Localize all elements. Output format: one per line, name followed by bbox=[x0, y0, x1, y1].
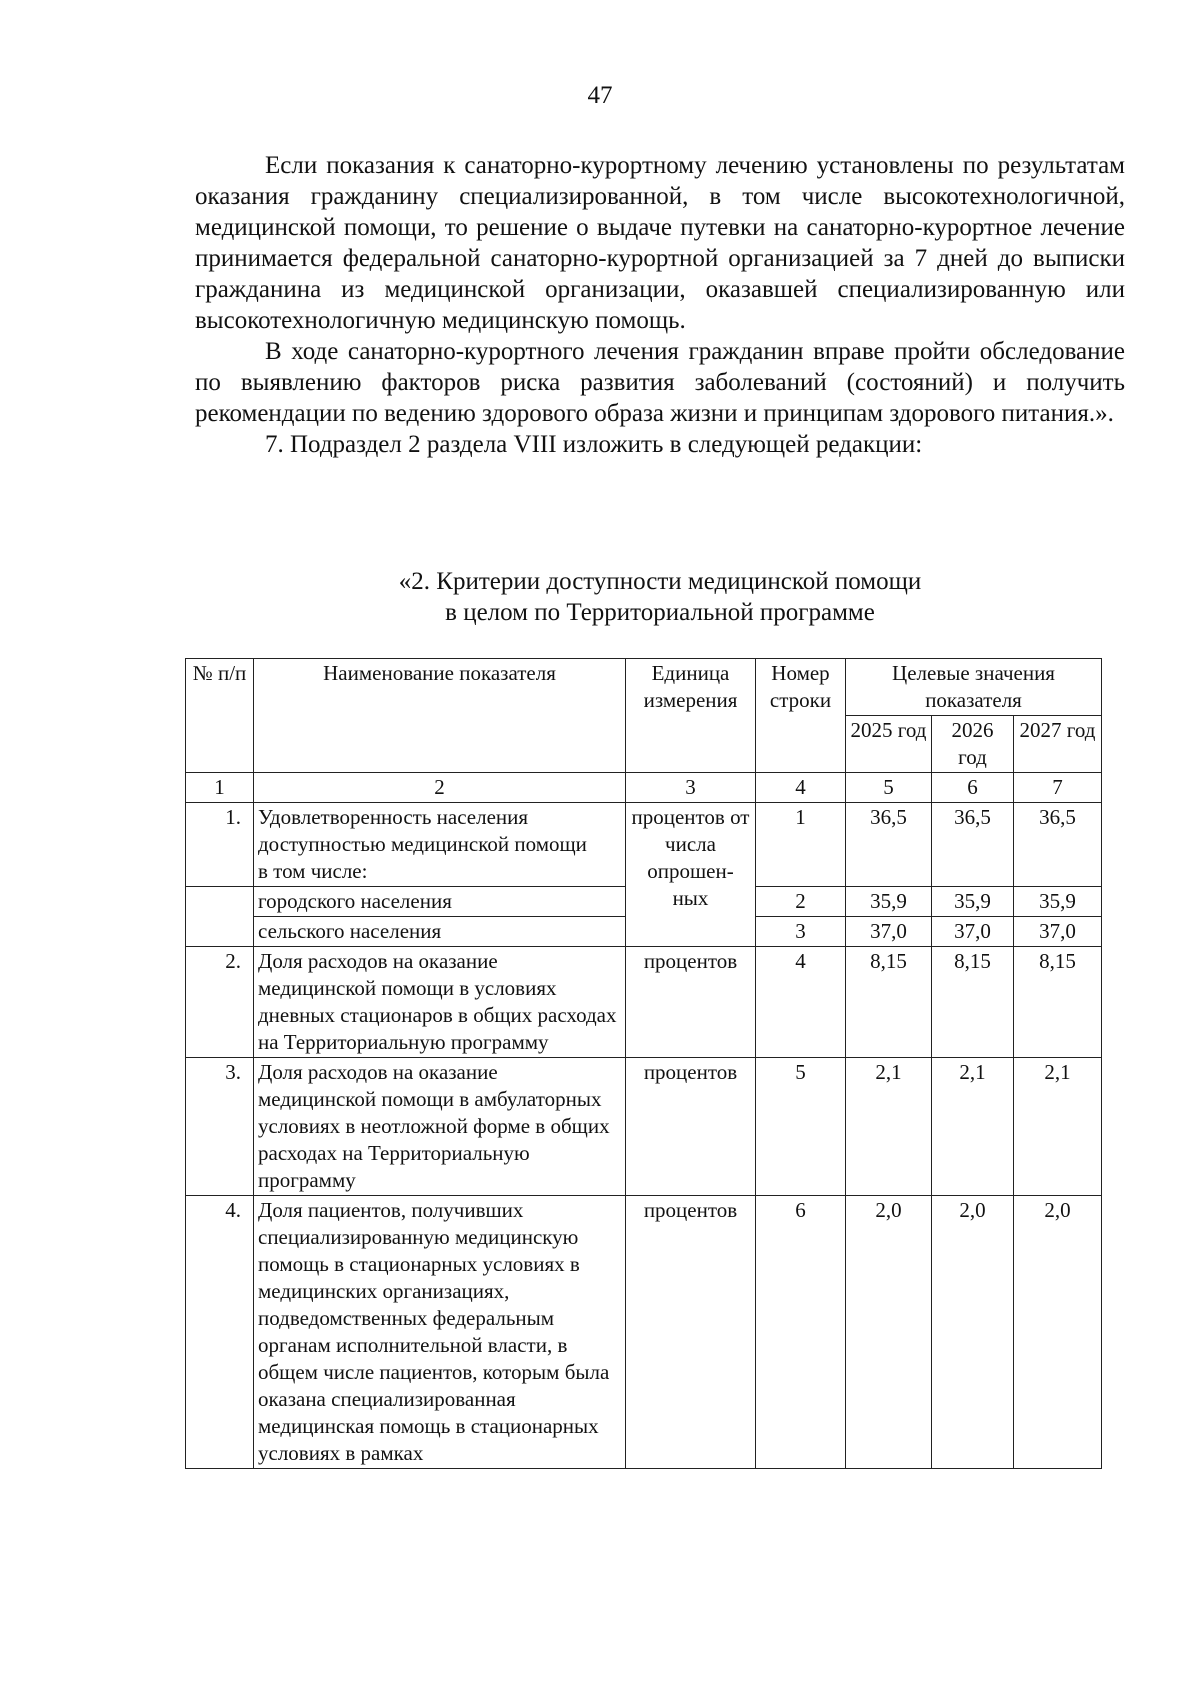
value-2026: 35,9 bbox=[932, 887, 1014, 917]
value-2027: 2,1 bbox=[1014, 1058, 1102, 1196]
row-number: 6 bbox=[756, 1196, 846, 1469]
paragraph-3: 7. Подраздел 2 раздела VIII изложить в следующей редакции: bbox=[265, 431, 923, 458]
row-num-empty bbox=[186, 887, 254, 917]
table-title-line-1: «2. Критерии доступности медицинской помощи bbox=[398, 568, 922, 595]
header-num: № п/п bbox=[186, 659, 254, 773]
row-num: 3. bbox=[186, 1058, 254, 1196]
row-num: 2. bbox=[186, 947, 254, 1058]
value-2027: 36,5 bbox=[1014, 803, 1102, 887]
row-num: 4. bbox=[186, 1196, 254, 1469]
table-row bbox=[186, 1196, 1102, 1469]
header-name: Наименование показателя bbox=[254, 659, 626, 773]
row-name: Доля расходов на оказание медицинской помощи в условиях дневных стационаров в общих расходах на Территориальную программу bbox=[254, 947, 626, 1058]
row-unit: процентов bbox=[626, 947, 756, 1058]
header-2027: 2027 год bbox=[1014, 716, 1102, 773]
row-unit: процентов bbox=[626, 1058, 756, 1196]
table-title-line-2: в целом по Территориальной программе bbox=[445, 599, 875, 626]
value-2025: 2,1 bbox=[846, 1058, 932, 1196]
column-numbers-row bbox=[186, 773, 1102, 803]
value-2025: 36,5 bbox=[846, 803, 932, 887]
value-2026: 8,15 bbox=[932, 947, 1014, 1058]
row-name: Доля расходов на оказание медицинской помощи в амбулаторных условиях в неотложной форме в общих расходах на Территориальную программу bbox=[254, 1058, 626, 1196]
table-row bbox=[186, 803, 1102, 887]
column-number: 1 bbox=[186, 773, 254, 803]
header-2025: 2025 год bbox=[846, 716, 932, 773]
column-number: 2 bbox=[254, 773, 626, 803]
value-2026: 36,5 bbox=[932, 803, 1014, 887]
table-row bbox=[186, 1058, 1102, 1196]
header-unit: Единица измерения bbox=[626, 659, 756, 773]
row-unit: процентов от числа опрошен-ных bbox=[626, 803, 756, 947]
row-number: 3 bbox=[756, 917, 846, 947]
column-number: 5 bbox=[846, 773, 932, 803]
row-name: городского населения bbox=[254, 887, 626, 917]
value-2027: 8,15 bbox=[1014, 947, 1102, 1058]
row-name-main: Удовлетворенность населения доступностью медицинской помощи bbox=[258, 805, 587, 856]
paragraph-2: В ходе санаторно-курортного лечения гражданин вправе пройти обследование по выявлению факторов риска развития заболеваний (состояний) и получить рекомендации по ведению здорового образа жизни и принципам здорового питания.». bbox=[195, 338, 1125, 427]
value-2027: 2,0 bbox=[1014, 1196, 1102, 1469]
column-number: 7 bbox=[1014, 773, 1102, 803]
row-unit: процентов bbox=[626, 1196, 756, 1469]
value-2026: 2,1 bbox=[932, 1058, 1014, 1196]
paragraph-1: Если показания к санаторно-курортному лечению установлены по результатам оказания гражданину специализированной, в том числе высокотехнологичной, медицинской помощи, то решение о выдаче путевки на санаторно-курортное лечение принимается федеральной санаторно-курортной организацией за 7 дней до выписки гражданина из медицинской организации, оказавшей специализированную или высокотехнологичную медицинскую помощь. bbox=[195, 152, 1125, 334]
row-num: 1. bbox=[186, 803, 254, 887]
row-number: 4 bbox=[756, 947, 846, 1058]
row-number: 2 bbox=[756, 887, 846, 917]
header-2026: 2026 год bbox=[932, 716, 1014, 773]
value-2026: 37,0 bbox=[932, 917, 1014, 947]
header-row-number: Номер строки bbox=[756, 659, 846, 773]
column-number: 6 bbox=[932, 773, 1014, 803]
value-2027: 35,9 bbox=[1014, 887, 1102, 917]
row-number: 5 bbox=[756, 1058, 846, 1196]
value-2025: 35,9 bbox=[846, 887, 932, 917]
row-num-empty bbox=[186, 917, 254, 947]
criteria-table bbox=[185, 658, 1102, 1469]
row-name-sub: в том числе: bbox=[258, 859, 368, 883]
value-2025: 8,15 bbox=[846, 947, 932, 1058]
table-row bbox=[186, 947, 1102, 1058]
row-number: 1 bbox=[756, 803, 846, 887]
page-number: 47 bbox=[587, 82, 613, 109]
value-2025: 37,0 bbox=[846, 917, 932, 947]
value-2027: 37,0 bbox=[1014, 917, 1102, 947]
row-name: сельского населения bbox=[254, 917, 626, 947]
value-2025: 2,0 bbox=[846, 1196, 932, 1469]
value-2026: 2,0 bbox=[932, 1196, 1014, 1469]
column-number: 4 bbox=[756, 773, 846, 803]
body-text bbox=[195, 150, 1125, 460]
row-name bbox=[254, 803, 626, 887]
table-title bbox=[190, 566, 1130, 628]
row-name: Доля пациентов, получивших специализированную медицинскую помощь в стационарных условиях в медицинских организациях, подведомственных федеральным органам исполнительной власти, в общем числе пациентов, которым была оказана специализированная медицинская помощь в стационарных условиях в рамках bbox=[254, 1196, 626, 1469]
header-target: Целевые значения показателя bbox=[846, 659, 1102, 716]
column-number: 3 bbox=[626, 773, 756, 803]
header-row bbox=[186, 659, 1102, 716]
